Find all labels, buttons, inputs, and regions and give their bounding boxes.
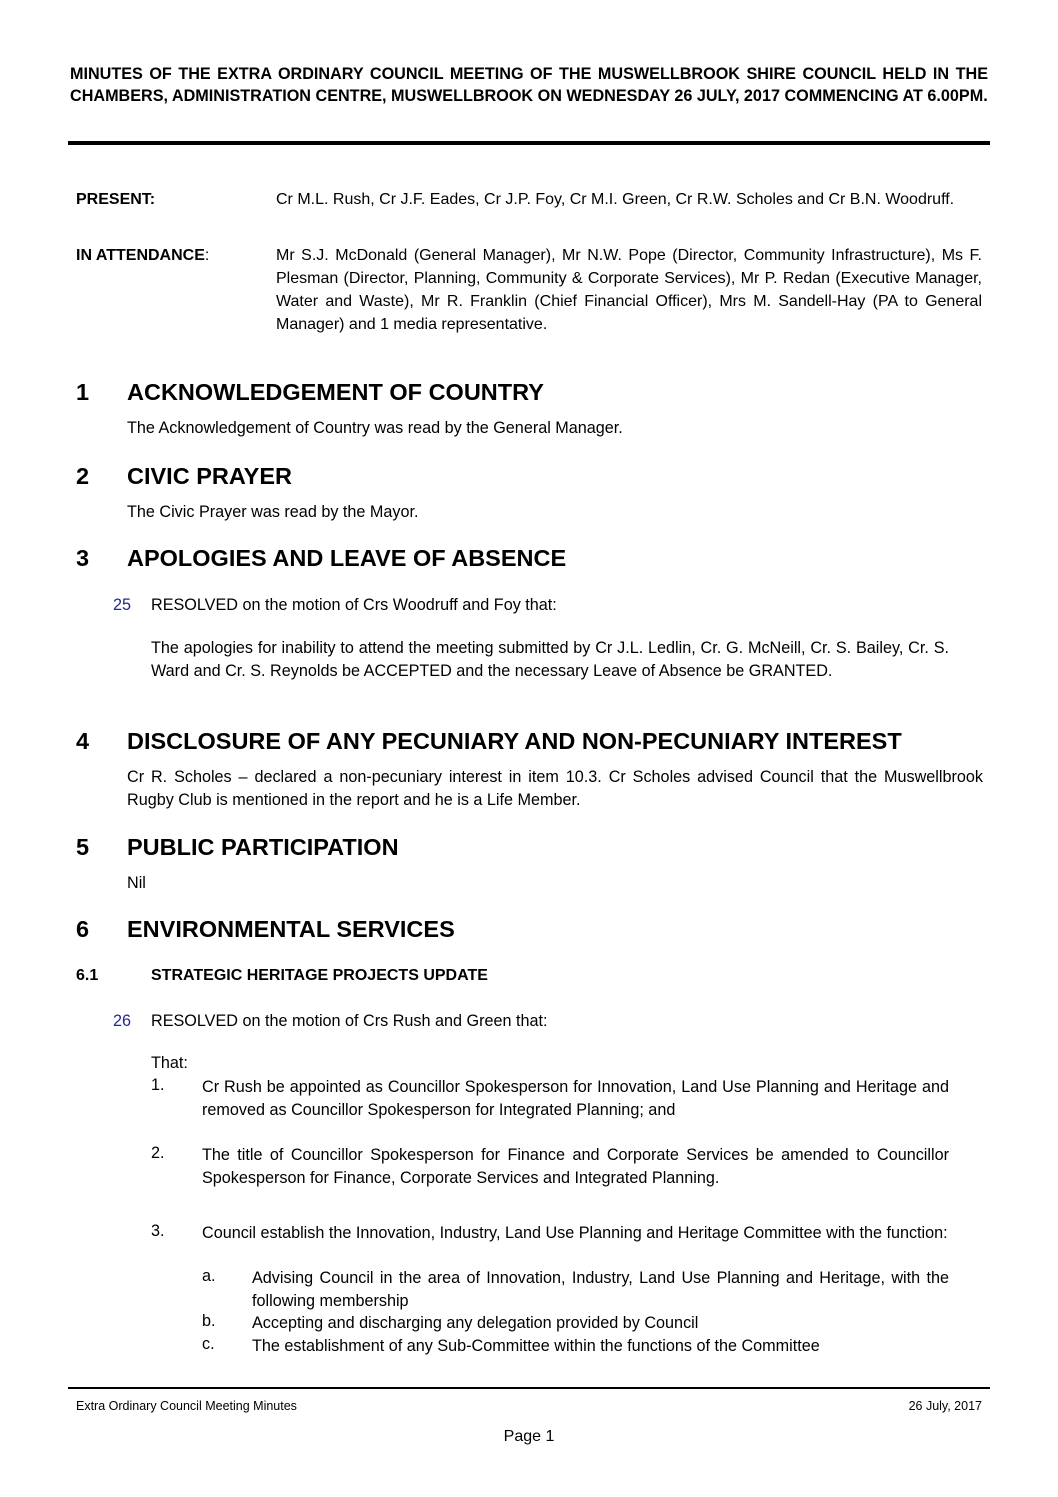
footer-divider [68,1387,990,1389]
sub-item-letter: c. [202,1335,215,1353]
section-title: ENVIRONMENTAL SERVICES [127,916,455,942]
list-item-number: 2. [151,1144,165,1162]
header-divider [68,141,990,145]
section-body: Nil [127,874,146,892]
list-item-text: Cr Rush be appointed as Councillor Spokesperson for Innovation, Land Use Planning and Heritage and removed as Councillor Spokesperson for Integrated Planning; and [202,1078,949,1119]
resolution-text: RESOLVED on the motion of Crs Woodruff and Foy that: [151,596,557,614]
footer-date: 26 July, 2017 [908,1399,982,1413]
section-body: The Civic Prayer was read by the Mayor. [127,503,419,521]
section-body: Cr R. Scholes – declared a non-pecuniary interest in item 10.3. Cr Scholes advised Council that the Muswellbrook Rugby Club is mentioned in the report and he is a Life Member. [127,768,983,809]
section-title: ACKNOWLEDGEMENT OF COUNTRY [127,379,544,405]
section-title: CIVIC PRAYER [127,463,292,489]
section-number: 5 [76,834,90,860]
list-item-number: 1. [151,1076,165,1094]
resolution-number: 25 [113,596,132,614]
section-number: 6 [76,916,90,942]
sub-item-letter: a. [202,1267,216,1285]
sub-item-text: The establishment of any Sub-Committee within the functions of the Committee [252,1337,820,1355]
section-title: APOLOGIES AND LEAVE OF ABSENCE [127,545,567,571]
sub-item-text: Advising Council in the area of Innovation, Industry, Land Use Planning and Heritage, with the following membership [252,1269,949,1310]
section-number: 1 [76,379,90,405]
section-body: The Acknowledgement of Country was read by the General Manager. [127,419,623,437]
present-label: PRESENT: [76,191,156,208]
resolution-text: RESOLVED on the motion of Crs Rush and Green that: [151,1012,548,1030]
in-attendance-label-text: IN ATTENDANCE [76,247,205,264]
resolution-that: That: [151,1054,188,1072]
present-block [76,188,982,211]
list-item-text: The title of Councillor Spokesperson for Finance and Corporate Services be amended to Councillor Spokesperson for Finance, Corporate Services and Integrated Planning. [202,1146,949,1187]
section-title: PUBLIC PARTICIPATION [127,834,399,860]
resolution-body: The apologies for inability to attend the meeting submitted by Cr J.L. Ledlin, Cr. G. McNeill, Cr. S. Bailey, Cr. S. Ward and Cr. S. Reynolds be ACCEPTED and the necessary Leave of Absence be GRANTED. [151,639,949,680]
sub-item-text: Accepting and discharging any delegation provided by Council [252,1314,699,1332]
resolution-number: 26 [113,1012,132,1030]
footer-document-name: Extra Ordinary Council Meeting Minutes [76,1399,297,1413]
in-attendance-block [76,244,982,336]
section-number: 3 [76,545,90,571]
section-number: 4 [76,728,90,754]
section-title: DISCLOSURE OF ANY PECUNIARY AND NON-PECUNIARY INTEREST [127,728,902,754]
list-item-number: 3. [151,1222,165,1240]
list-item-text: Council establish the Innovation, Industry, Land Use Planning and Heritage Committee with the function: [202,1224,948,1242]
in-attendance-colon: : [204,247,210,264]
section-number: 2 [76,463,90,489]
in-attendance-text: Mr S.J. McDonald (General Manager), Mr N.W. Pope (Director, Community Infrastructure), Ms F. Plesman (Director, Planning, Community & Corporate Services), Mr P. Redan (Executive Manager, Water and Waste), Mr R. Franklin (Chief Financial Officer), Mrs M. Sandell-Hay (PA to General Manager) and 1 media representative. [276,247,982,333]
present-text: Cr M.L. Rush, Cr J.F. Eades, Cr J.P. Foy, Cr M.I. Green, Cr R.W. Scholes and Cr B.N. Woodruff. [276,191,955,208]
page-number: Page 1 [503,1428,555,1445]
in-attendance-label [76,244,209,267]
document-title: MINUTES OF THE EXTRA ORDINARY COUNCIL MEETING OF THE MUSWELLBROOK SHIRE COUNCIL HELD IN THE CHAMBERS, ADMINISTRATION CENTRE, MUSWELLBROOK ON WEDNESDAY 26 JULY, 2017 COMMENCING AT 6.00PM. [70,65,988,105]
subsection-number: 6.1 [76,967,99,984]
subsection-title: STRATEGIC HERITAGE PROJECTS UPDATE [151,967,488,984]
sub-item-letter: b. [202,1312,216,1330]
